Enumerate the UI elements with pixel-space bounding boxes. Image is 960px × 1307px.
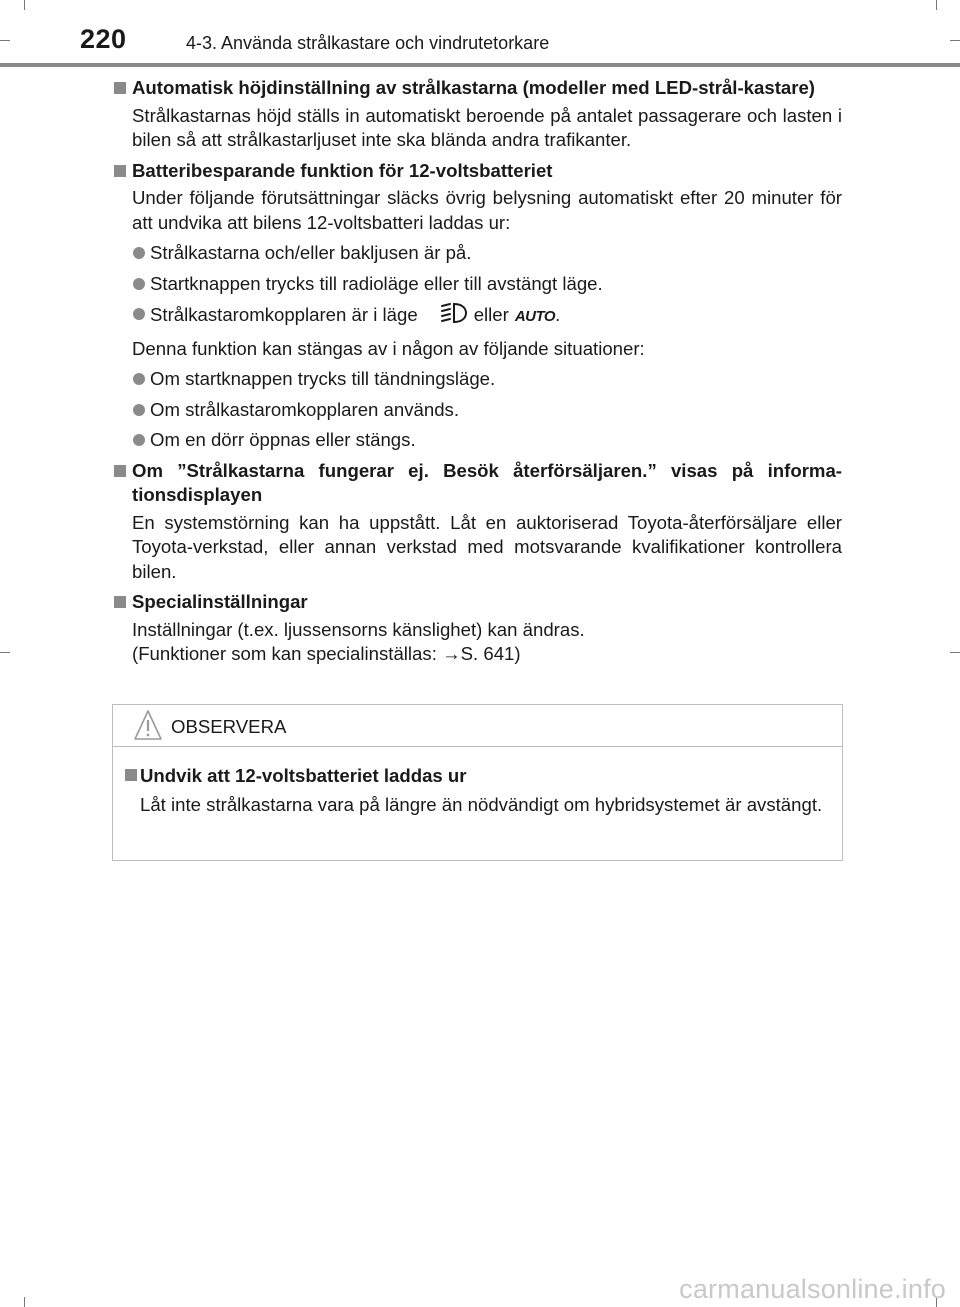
bullet-text: Om startknappen trycks till tändningsläge. [150,368,496,389]
heading-text: Specialinställningar [132,591,308,612]
watermark: carmanualsonline.info [679,1274,946,1304]
square-marker [114,465,126,477]
bullet-text: Startknappen trycks till radioläge eller till avstängt läge. [150,272,603,294]
list-item [112,428,842,453]
heading-text: Om ”Strålkastarna fungerar ej. Besök återförsäljaren.” visas på informa-tionsdisplayen [132,459,842,505]
square-marker [114,165,126,177]
crop-mark [950,652,960,653]
page-number: 220 [80,24,127,54]
bullet-text: Om en dörr öppnas eller stängs. [150,429,416,450]
list-item [112,367,842,392]
section-body [112,104,842,153]
bullet-dot [133,373,145,385]
list-item [112,241,842,266]
list-item [112,302,842,331]
section-body [112,618,842,667]
square-marker [125,769,137,781]
notice-header [113,705,842,747]
paragraph-reference: (Funktioner som kan specialinställas: →S. 641) [132,643,521,664]
main-content [112,76,842,673]
section-battery-saver [112,159,842,453]
headlight-icon [440,302,468,331]
list-item [112,398,842,423]
header-rule [0,63,960,67]
bullet-dot [133,278,145,290]
warning-triangle-icon [133,709,163,746]
notice-body [125,763,830,817]
chapter-title: 4-3. Använda strålkastare och vindrutetorkare [186,33,550,53]
bullet-dot [133,404,145,416]
bullet-text: eller [473,304,509,326]
notice-text: Låt inte strålkastarna vara på längre än nödvändigt om hybridsystemet är avstängt. [140,794,823,815]
bullet-text: Strålkastarna och/eller bakljusen är på. [150,242,472,263]
notice-title: OBSERVERA [171,716,287,737]
bullet-text: Om strålkastaromkopplaren används. [150,398,460,420]
notice-heading-text: Undvik att 12-voltsbatteriet laddas ur [140,765,467,786]
paragraph: Inställningar (t.ex. ljussensorns känslighet) kan ändras. [132,618,585,640]
section-heading [112,159,842,184]
notice-box [112,704,843,861]
bullet-text: . [555,304,561,326]
notice-heading [125,763,830,788]
bullet-text: Strålkastaromkopplaren är i läge [150,304,418,326]
page-header [0,0,960,66]
auto-label: AUTO [514,308,556,326]
section-body [112,511,842,585]
heading-text: Automatisk höjdinställning av strålkastarna (modeller med LED-strål-kastare) [132,77,815,98]
section-heading [112,459,842,508]
bullet-dot [133,308,145,320]
section-auto-leveling [112,76,842,153]
section-heading [112,590,842,615]
section-body [112,186,842,235]
square-marker [114,596,126,608]
crop-mark [0,652,10,653]
paragraph: En systemstörning kan ha uppstått. Låt en auktoriserad Toyota-återförsäljare eller Toyota-verkstad, eller annan verkstad med motsvarande kvalifikationer kontrollera bilen. [132,511,842,582]
paragraph: Under följande förutsättningar släcks övrig belysning automatiskt efter 20 minuter för att undvika att bilens 12-voltsbatteri laddas ur: [132,187,842,233]
section-heading [112,76,842,101]
paragraph: Strålkastarnas höjd ställs in automatiskt beroende på antalet passagerare och lasten i bilen så att strålkastarljuset inte ska blända andra trafikanter. [132,104,842,150]
paragraph: Denna funktion kan stängas av i någon av följande situationer: [132,337,645,359]
square-marker [114,82,126,94]
crop-mark [24,1297,25,1307]
section-customization [112,590,842,667]
bullet-dot [133,247,145,259]
section-display-warning [112,459,842,585]
heading-text: Batteribesparande funktion för 12-voltsbatteriet [132,159,553,181]
bullet-dot [133,434,145,446]
list-item [112,272,842,297]
